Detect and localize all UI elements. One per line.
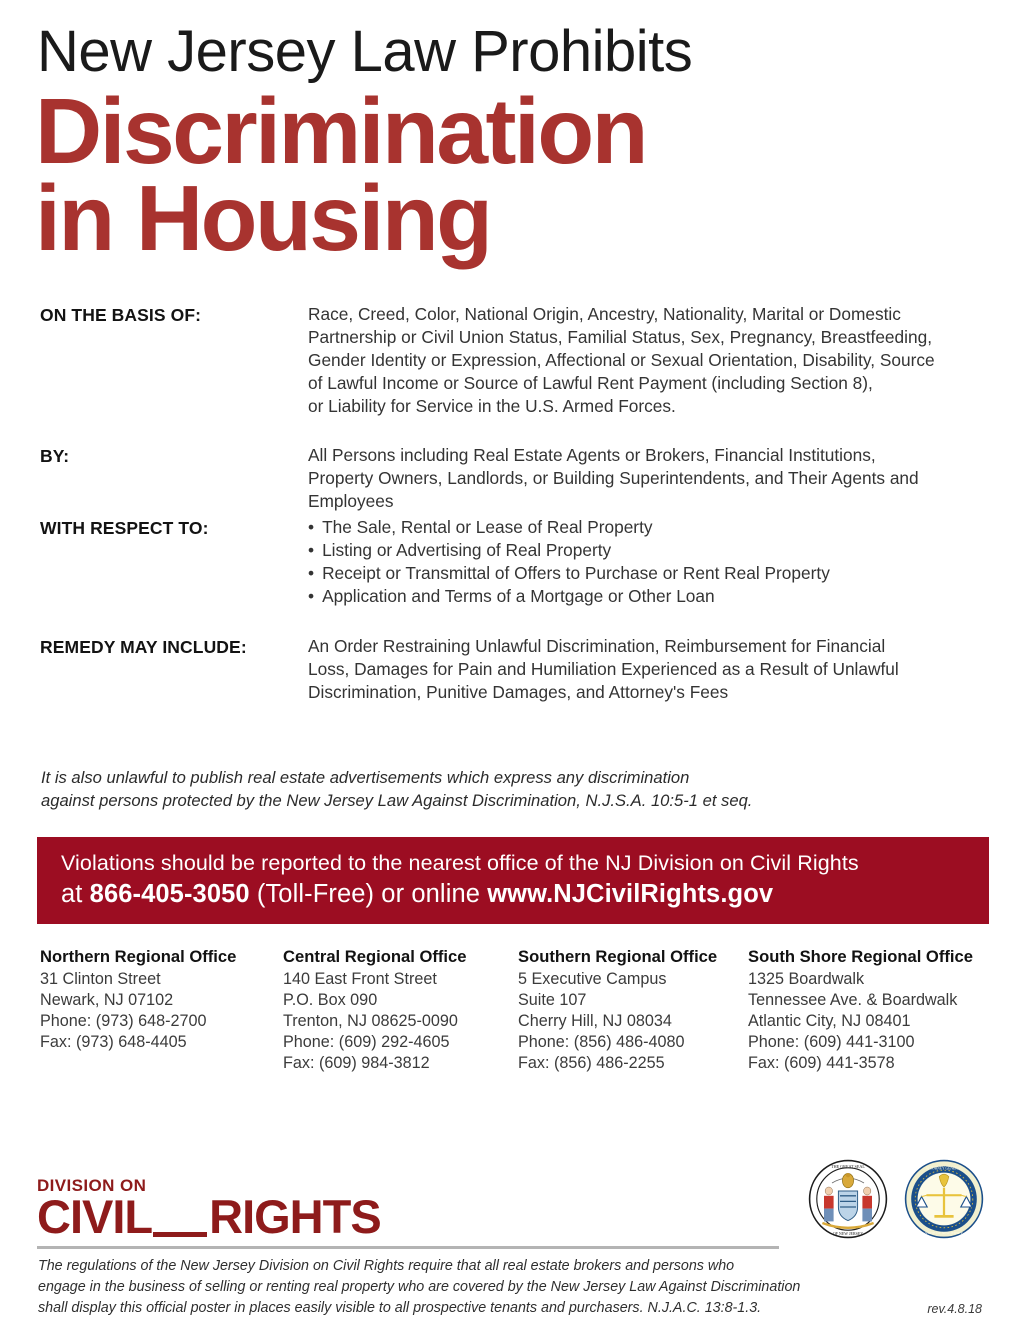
office-southern	[518, 946, 748, 1074]
section-with-respect-to	[40, 516, 990, 608]
section-label: BY:	[40, 445, 70, 466]
section-label: WITH RESPECT TO:	[40, 518, 209, 539]
division-on-civil-rights-logo	[37, 1175, 381, 1244]
section-line: Property Owners, Landlords, or Building Superintendents, and Their Agents and	[308, 468, 919, 489]
new-jersey-state-seal-icon	[808, 1159, 888, 1239]
poster-page	[0, 19, 1023, 1329]
office-line: Phone: (609) 441-3100	[748, 1032, 915, 1051]
banner-middle-text: (Toll-Free) or online	[249, 880, 488, 909]
office-name: South Shore Regional Office	[748, 947, 973, 967]
poster-footer	[33, 1159, 990, 1319]
section-body	[308, 303, 990, 418]
office-line: Trenton, NJ 08625-0090	[283, 1011, 458, 1030]
section-line: Discrimination, Punitive Damages, and Attorney's Fees	[308, 681, 729, 702]
section-body	[308, 516, 990, 608]
regulations-line: engage in the business of selling or renting real property who are covered by the New Jersey Law Against Discrimination	[38, 1278, 801, 1295]
office-line: Phone: (609) 292-4605	[283, 1032, 450, 1051]
footer-logo-row	[33, 1159, 990, 1244]
heading-line-discrimination: Discrimination	[35, 79, 646, 184]
office-line: Atlantic City, NJ 08401	[748, 1011, 911, 1030]
office-line: Fax: (973) 648-4405	[40, 1032, 187, 1051]
section-line: of Lawful Income or Source of Lawful Rent Payment (including Section 8),	[308, 372, 873, 393]
office-line: 1325 Boardwalk	[748, 969, 865, 988]
website-link[interactable]: www.NJCivilRights.gov	[487, 880, 774, 909]
with-respect-to-list	[308, 516, 990, 608]
section-line: Gender Identity or Expression, Affectional or Sexual Orientation, Disability, Source	[308, 349, 935, 370]
logo-wordmark	[37, 1190, 381, 1244]
section-line: or Liability for Service in the U.S. Armed Forces.	[308, 395, 676, 416]
section-line: An Order Restraining Unlawful Discrimination, Reimbursement for Financial	[308, 635, 886, 656]
section-body	[308, 444, 990, 513]
list-item: • Listing or Advertising of Real Property	[308, 539, 990, 562]
logo-word-rights: RIGHTS	[209, 1190, 381, 1244]
svg-text:STATE OF NEW JERSEY: STATE OF NEW JERSEY	[925, 1231, 963, 1236]
section-remedy-may-include	[40, 635, 990, 704]
svg-text:THE GREAT SEAL: THE GREAT SEAL	[831, 1163, 865, 1169]
office-line: 140 East Front Street	[283, 969, 437, 988]
office-line: Suite 107	[518, 990, 587, 1009]
svg-text:OF NEW JERSEY: OF NEW JERSEY	[832, 1230, 864, 1236]
note-line: It is also unlawful to publish real estate advertisements which express any discrimination	[41, 767, 690, 787]
office-line: Cherry Hill, NJ 08034	[518, 1011, 672, 1030]
section-label: ON THE BASIS OF:	[40, 304, 202, 325]
logo-division-text: DIVISION ON	[37, 1175, 147, 1195]
section-gap	[40, 418, 990, 444]
list-item: • The Sale, Rental or Lease of Real Property	[308, 516, 990, 539]
note-line: against persons protected by the New Jersey Law Against Discrimination, N.J.S.A. 10:5-1 et seq.	[41, 791, 753, 811]
list-item: • Application and Terms of a Mortgage or Other Loan	[308, 585, 990, 608]
office-line: 5 Executive Campus	[518, 969, 667, 988]
logo-word-civil: CIVIL	[37, 1190, 153, 1244]
violations-banner	[37, 837, 989, 924]
section-by	[40, 444, 990, 513]
regulations-line: shall display this official poster in places easily visible to all prospective tenants and purchasers. N.J.A.C. 13:8-1.3.	[38, 1299, 762, 1316]
office-south-shore	[748, 946, 998, 1074]
regional-offices	[40, 946, 990, 1074]
section-line: Employees	[308, 491, 394, 512]
banner-at-prefix: at	[61, 880, 90, 909]
regulations-line: The regulations of the New Jersey Division on Civil Rights require that all real estate brokers and persons who	[38, 1257, 735, 1274]
heading-line-in-housing: in Housing	[35, 166, 491, 271]
office-line: Fax: (856) 486-2255	[518, 1054, 665, 1072]
section-gap	[40, 609, 990, 635]
section-line: Loss, Damages for Pain and Humiliation Experienced as a Result of Unlawful	[308, 658, 899, 679]
office-line: Fax: (609) 441-3578	[748, 1054, 895, 1072]
advertising-note	[41, 766, 990, 813]
official-seals	[808, 1159, 990, 1239]
office-name: Central Regional Office	[283, 947, 467, 967]
office-line: Newark, NJ 07102	[40, 990, 174, 1009]
office-line: Phone: (856) 486-4080	[518, 1032, 685, 1051]
footer-divider	[37, 1246, 779, 1249]
section-line: Race, Creed, Color, National Origin, Ancestry, Nationality, Marital or Domestic	[308, 303, 901, 324]
two-people-icon	[153, 1195, 207, 1237]
office-line: Phone: (973) 648-2700	[40, 1011, 207, 1030]
regulations-notice	[38, 1256, 990, 1319]
list-item: • Receipt or Transmittal of Offers to Purchase or Rent Real Property	[308, 562, 990, 585]
office-line: P.O. Box 090	[283, 990, 378, 1009]
section-line: Partnership or Civil Union Status, Familial Status, Sex, Pregnancy, Breastfeeding,	[308, 326, 933, 347]
office-northern	[40, 946, 283, 1074]
office-line: 31 Clinton Street	[40, 969, 161, 988]
banner-line-contact	[61, 879, 989, 910]
office-name: Southern Regional Office	[518, 947, 718, 967]
logo-baseline-bar	[153, 1232, 207, 1237]
poster-sections	[40, 303, 990, 704]
toll-free-phone: 866-405-3050	[89, 880, 250, 909]
banner-line-report: Violations should be reported to the nearest office of the NJ Division on Civil Rights	[61, 850, 859, 875]
section-label: REMEDY MAY INCLUDE:	[40, 636, 247, 657]
heading-line-prohibits: New Jersey Law Prohibits	[37, 19, 693, 84]
revision-label: rev.4.8.18	[927, 1301, 982, 1316]
office-line: Fax: (609) 984-3812	[283, 1054, 430, 1072]
svg-text:ATTORNEY GENERAL: ATTORNEY GENERAL	[925, 1166, 963, 1171]
section-on-the-basis-of	[40, 303, 990, 418]
section-body	[308, 635, 990, 704]
section-line: All Persons including Real Estate Agents or Brokers, Financial Institutions,	[308, 444, 876, 465]
office-name: Northern Regional Office	[40, 947, 237, 967]
attorney-general-seal-icon	[904, 1159, 984, 1239]
office-central	[283, 946, 518, 1074]
poster-heading	[33, 19, 990, 271]
regulations-text	[38, 1256, 800, 1319]
office-line: Tennessee Ave. & Boardwalk	[748, 990, 958, 1009]
